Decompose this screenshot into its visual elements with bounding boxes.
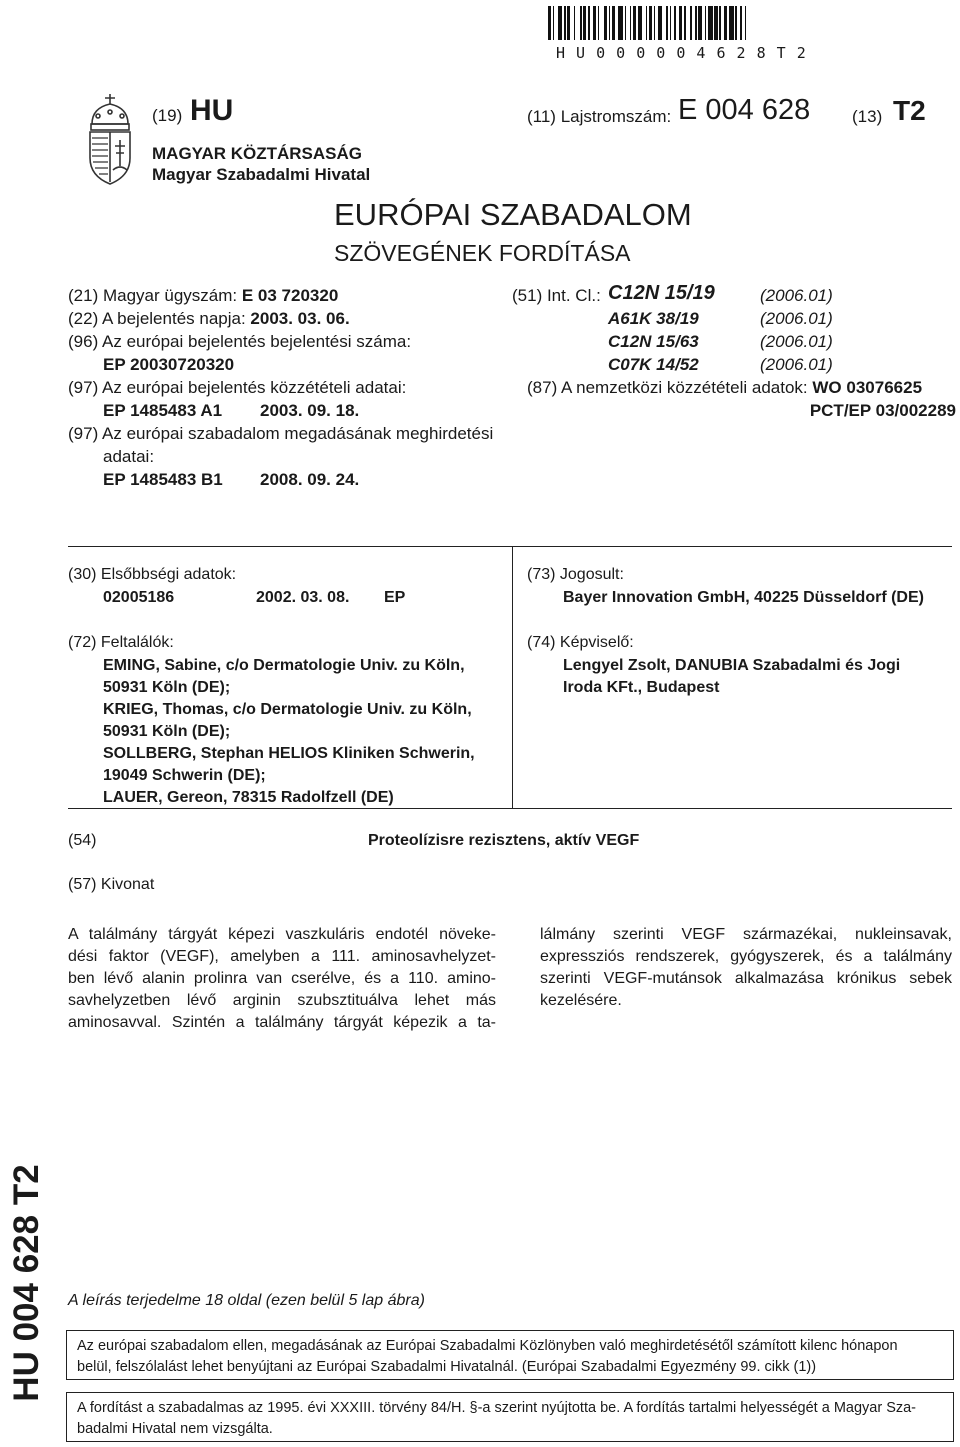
priority-number: 02005186 bbox=[103, 589, 175, 606]
registration-number: E 004 628 bbox=[678, 94, 811, 126]
classification-version: (2006.01) bbox=[760, 309, 833, 328]
field-87-pct-number: PCT/EP 03/002289 bbox=[809, 401, 956, 420]
field-21-value: E 03 720320 bbox=[241, 286, 339, 305]
barcode-bar bbox=[654, 6, 656, 40]
barcode-bar bbox=[745, 6, 747, 40]
office-name: Magyar Szabadalmi Hivatal bbox=[152, 165, 371, 184]
field-97b-value: EP 1485483 B1 bbox=[103, 470, 223, 489]
field-21 bbox=[68, 284, 338, 307]
inventor-line: KRIEG, Thomas, c/o Dermatologie Univ. zu Köln, bbox=[103, 701, 472, 718]
inventor-line: EMING, Sabine, c/o Dermatologie Univ. zu Köln, bbox=[103, 657, 465, 674]
inventor-line: SOLLBERG, Stephan HELIOS Kliniken Schwerin, bbox=[103, 745, 475, 762]
barcode-bar bbox=[740, 6, 742, 40]
barcode-bar bbox=[708, 6, 713, 40]
field-74-label: (74) Képviselő: bbox=[527, 634, 634, 651]
classification-code: C07K 14/52 bbox=[608, 355, 699, 374]
barcode-bar bbox=[698, 6, 701, 40]
barcode-bar bbox=[604, 6, 607, 40]
barcode-bar bbox=[674, 6, 676, 40]
barcode-bar bbox=[580, 6, 582, 40]
field-97a-value: EP 1485483 A1 bbox=[103, 401, 223, 420]
inventor-line: 50931 Köln (DE); bbox=[103, 723, 231, 740]
barcode-bar bbox=[646, 6, 648, 40]
classification-version: (2006.01) bbox=[760, 355, 833, 374]
barcode-bar bbox=[564, 6, 566, 40]
field-22-value: 2003. 03. 06. bbox=[250, 309, 350, 328]
barcode-bar bbox=[558, 6, 563, 40]
abstract-left-column bbox=[68, 924, 496, 1034]
barcode-bar bbox=[679, 6, 682, 40]
barcode-bar bbox=[719, 6, 721, 40]
field-72-label: (72) Feltalálók: bbox=[68, 634, 174, 651]
republic-name: MAGYAR KÖZTÁRSASÁG bbox=[152, 144, 362, 163]
code-13: (13) bbox=[852, 107, 883, 126]
field-87-label: (87) A nemzetközi közzétételi adatok: bbox=[527, 378, 808, 397]
section-divider-top bbox=[68, 546, 952, 547]
representative-line1: Lengyel Zsolt, DANUBIA Szabadalmi és Jogi bbox=[563, 657, 901, 674]
field-97b-date: 2008. 09. 24. bbox=[260, 470, 360, 489]
document-title: EURÓPAI SZABADALOM bbox=[334, 197, 692, 232]
barcode-text: H U 0 0 0 0 0 4 6 2 8 T 2 bbox=[556, 44, 807, 62]
barcode-bar bbox=[670, 6, 672, 40]
inventors-list bbox=[103, 655, 475, 809]
code-11: (11) Lajstromszám: bbox=[527, 107, 672, 126]
abstract-line: savhelyzetben lévő arginin szubsztituálva lehet más bbox=[68, 992, 496, 1009]
classification-code: A61K 38/19 bbox=[608, 309, 699, 328]
barcode-bar bbox=[583, 6, 586, 40]
invention-title: Proteolízisre rezisztens, aktív VEGF bbox=[368, 832, 640, 849]
barcode-bar bbox=[553, 6, 555, 40]
barcode bbox=[548, 6, 898, 40]
field-22-label: (22) A bejelentés napja: bbox=[68, 309, 246, 328]
priority-country: EP bbox=[384, 589, 406, 606]
field-97b-label-line1: (97) Az európai szabadalom megadásának meghirdetési bbox=[68, 424, 494, 443]
abstract-line: szerinti VEGF-mutánsok alkalmazása krónikus sebek bbox=[540, 970, 952, 987]
classification-code: C12N 15/63 bbox=[608, 332, 699, 351]
abstract-line: dési faktor (VEGF), amelyben a 111. aminosavhelyzet- bbox=[68, 948, 496, 965]
field-87-wo-number: WO 03076625 bbox=[812, 378, 923, 397]
coat-of-arms-emblem bbox=[82, 92, 138, 186]
barcode-bar bbox=[548, 6, 551, 40]
barcode-bar bbox=[649, 6, 652, 40]
barcode-bar bbox=[666, 6, 668, 40]
side-document-label-wrap bbox=[8, 1152, 46, 1414]
field-30-label: (30) Elsőbbségi adatok: bbox=[68, 566, 237, 583]
barcode-bar bbox=[633, 6, 636, 40]
abstract-line: expressziós rendszerek, gyógyszerek, és a találmány bbox=[540, 948, 952, 965]
opposition-notice-line2: belül, felszólalást lehet benyújtani az Európai Szabadalmi Hivatalnál. (Európai Szabadalmi Egyezmény 99. cikk (1)) bbox=[77, 1359, 817, 1375]
barcode-bar bbox=[618, 6, 623, 40]
barcode-bar bbox=[729, 6, 734, 40]
translation-notice-line1: A fordítást a szabadalmas az 1995. évi XXXIII. törvény 84/H. §-a szerint nyújtotta be. A fordítás tartalmi helyességét a Magyar Sza- bbox=[77, 1400, 917, 1416]
barcode-bar bbox=[735, 6, 737, 40]
country-code: HU bbox=[190, 94, 234, 127]
barcode-bar bbox=[684, 6, 686, 40]
classification-code: C12N 15/19 bbox=[608, 282, 715, 304]
field-96-value: EP 20030720320 bbox=[103, 355, 235, 374]
barcode-bar bbox=[690, 6, 692, 40]
field-97a-label: (97) Az európai bejelentés közzétételi adatai: bbox=[68, 378, 407, 397]
barcode-bar bbox=[588, 6, 590, 40]
translation-notice-box bbox=[66, 1392, 954, 1442]
barcode-bar bbox=[593, 6, 596, 40]
barcode-bar bbox=[705, 6, 707, 40]
barcode-bar bbox=[630, 6, 632, 40]
kind-code: T2 bbox=[893, 95, 926, 126]
classification-label: (51) Int. Cl.: bbox=[512, 286, 601, 305]
abstract-right-column bbox=[540, 924, 952, 1012]
field-73-label: (73) Jogosult: bbox=[527, 566, 624, 583]
barcode-bar bbox=[638, 6, 643, 40]
abstract-line: kezelésére. bbox=[540, 992, 622, 1009]
barcode-bars bbox=[548, 6, 898, 40]
classification-version: (2006.01) bbox=[760, 286, 833, 305]
barcode-bar bbox=[724, 6, 727, 40]
inventor-line: LAUER, Gereon, 78315 Radolfzell (DE) bbox=[103, 789, 394, 806]
abstract-line: lálmány szerinti VEGF származékai, nukleinsavak, bbox=[540, 926, 952, 943]
abstract-line: aminosavval. Szintén a találmány tárgyát képezik a ta- bbox=[68, 1014, 496, 1031]
field-21-label: (21) Magyar ügyszám: bbox=[68, 286, 238, 305]
field-57-label: (57) Kivonat bbox=[68, 876, 155, 893]
proprietor-value: Bayer Innovation GmbH, 40225 Düsseldorf (DE) bbox=[563, 589, 924, 606]
barcode-bar bbox=[658, 6, 661, 40]
inventor-line: 19049 Schwerin (DE); bbox=[103, 767, 266, 784]
translation-notice-line2: badalmi Hivatal nem vizsgálta. bbox=[77, 1421, 273, 1437]
barcode-bar bbox=[574, 6, 576, 40]
barcode-bar bbox=[714, 6, 717, 40]
int-classification bbox=[512, 284, 952, 384]
representative-line2: Iroda KFt., Budapest bbox=[563, 679, 720, 696]
extent-note: A leírás terjedelme 18 oldal (ezen belül 5 lap ábra) bbox=[68, 1292, 425, 1309]
opposition-notice-line1: Az európai szabadalom ellen, megadásának az Európai Szabadalmi Közlönyben való meghirdetésétől számított kilenc hónapon bbox=[77, 1338, 898, 1354]
field-87 bbox=[527, 376, 922, 399]
barcode-bar bbox=[609, 6, 611, 40]
barcode-bar bbox=[567, 6, 570, 40]
abstract-line: ben lévő alanin prolinra van cserélve, és a 110. amino- bbox=[68, 970, 496, 987]
field-54-label: (54) bbox=[68, 832, 97, 849]
inventor-line: 50931 Köln (DE); bbox=[103, 679, 231, 696]
barcode-bar bbox=[625, 6, 627, 40]
document-subtitle: SZÖVEGÉNEK FORDÍTÁSA bbox=[334, 240, 631, 266]
abstract-line: A találmány tárgyát képezi vaszkuláris endotél növeke- bbox=[68, 926, 496, 943]
barcode-bar bbox=[612, 6, 615, 40]
code-19: (19) bbox=[152, 106, 183, 125]
priority-date: 2002. 03. 08. bbox=[256, 589, 350, 606]
field-97b-label-line2: adatai: bbox=[103, 447, 155, 466]
field-22 bbox=[68, 307, 350, 330]
barcode-bar bbox=[695, 6, 697, 40]
classification-version: (2006.01) bbox=[760, 332, 833, 351]
side-document-label: HU 004 628 T2 bbox=[7, 1164, 46, 1402]
opposition-notice-box bbox=[66, 1330, 954, 1380]
field-97a-date: 2003. 09. 18. bbox=[260, 401, 360, 420]
field-96-label: (96) Az európai bejelentés bejelentési száma: bbox=[68, 332, 412, 351]
section-divider-vertical bbox=[512, 546, 513, 809]
barcode-bar bbox=[598, 6, 600, 40]
